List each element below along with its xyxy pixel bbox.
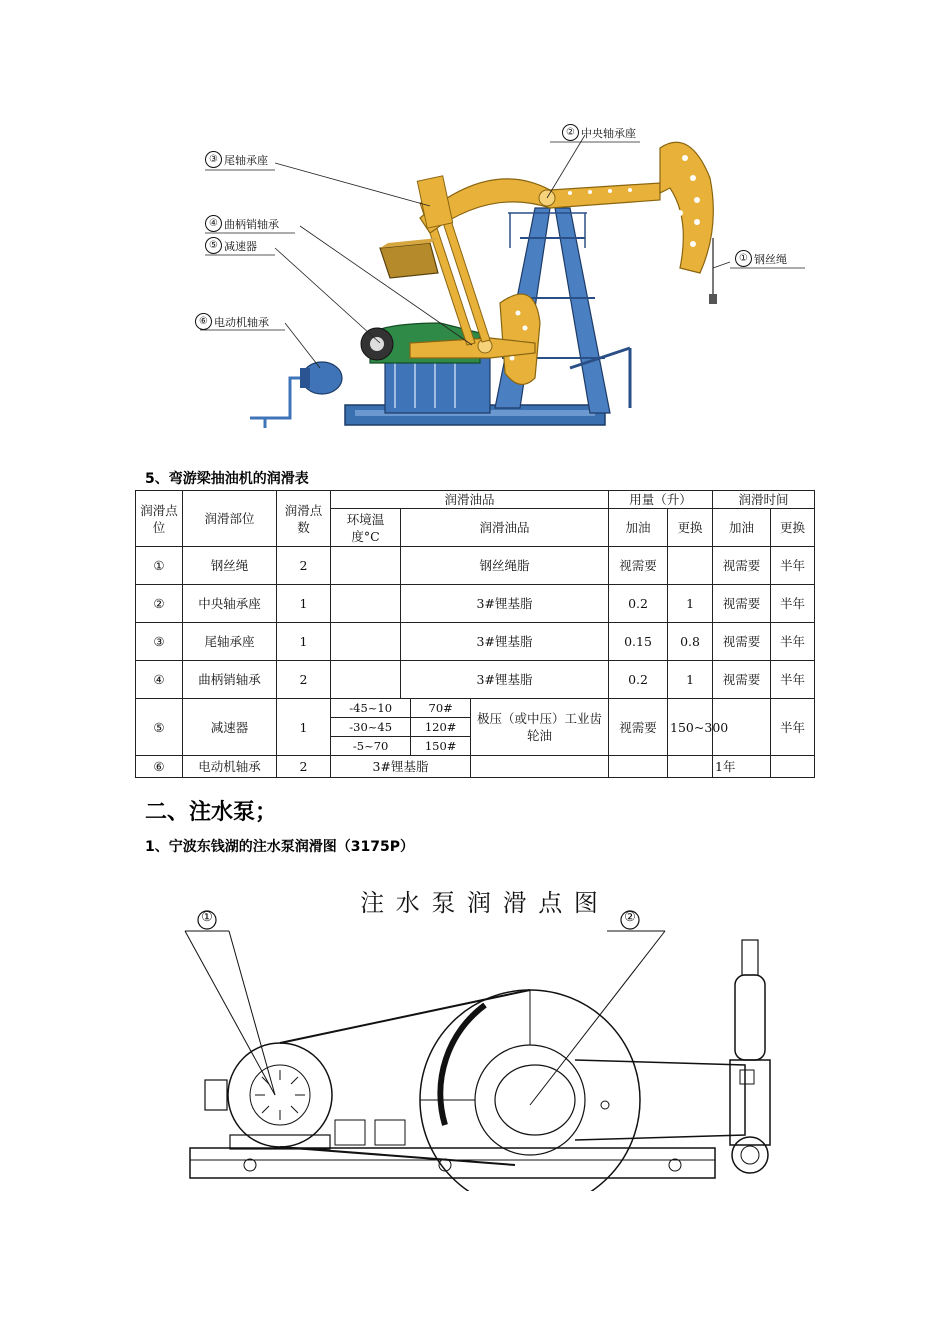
cell-count: 2 (277, 661, 331, 699)
header-env-temp: 环境温度°C (331, 509, 401, 547)
callout-label: 曲柄销轴承 (224, 217, 279, 231)
callout-crank-pin-bearing (205, 215, 279, 232)
callout-number: ⑥ (195, 313, 212, 330)
cell-part: 电动机轴承 (183, 756, 277, 778)
header-add: 加油 (609, 509, 668, 547)
cell-part: 钢丝绳 (183, 547, 277, 585)
cell-count: 1 (277, 585, 331, 623)
callout-number: ⑤ (205, 237, 222, 254)
cell-oil: 钢丝绳脂 (401, 547, 609, 585)
cell-change: 0.8 (668, 623, 713, 661)
pumpjack-figure (190, 118, 810, 440)
callout-label: 尾轴承座 (224, 153, 268, 167)
oil-grade: 120# (411, 718, 470, 737)
header-count: 润滑点数 (277, 491, 331, 547)
callout-center-bearing (562, 124, 636, 141)
temp-range: -45~10 (331, 699, 411, 718)
cell-part: 减速器 (183, 699, 277, 756)
callout-number: ① (735, 250, 752, 267)
cell-count: 2 (277, 756, 331, 778)
cell-add (609, 756, 668, 778)
cell-time-add: 1年 (713, 756, 771, 778)
cell-time-add: 视需要 (713, 623, 771, 661)
pump-callout-2: ② (624, 910, 636, 925)
cell-time-add: 视需要 (713, 661, 771, 699)
callout-tail-bearing (205, 151, 268, 168)
table-row (136, 661, 815, 699)
cell-oil: 3#锂基脂 (331, 756, 471, 778)
header-part: 润滑部位 (183, 491, 277, 547)
cell-change: 150~300 (668, 699, 713, 756)
section2-title: 二、注水泵； (145, 800, 278, 825)
cell-point: ③ (136, 623, 183, 661)
cell-add: 视需要 (609, 699, 668, 756)
cell-change: 1 (668, 661, 713, 699)
table-row (136, 547, 815, 585)
header-change: 更换 (668, 509, 713, 547)
cell-add: 0.2 (609, 661, 668, 699)
cell-add: 视需要 (609, 547, 668, 585)
cell-temp-grade (331, 699, 471, 756)
cell-empty (471, 756, 609, 778)
callout-number: ② (562, 124, 579, 141)
cell-change (668, 547, 713, 585)
cell-count: 2 (277, 547, 331, 585)
header-time-add: 加油 (713, 509, 771, 547)
cell-time-change: 半年 (771, 623, 815, 661)
callout-label: 钢丝绳 (754, 252, 787, 266)
temp-range: -5~70 (331, 737, 411, 756)
cell-oil: 3#锂基脂 (401, 623, 609, 661)
cell-change: 1 (668, 585, 713, 623)
table-row (136, 623, 815, 661)
callout-number: ④ (205, 215, 222, 232)
cell-oil: 极压（或中压）工业齿轮油 (471, 699, 609, 756)
cell-add: 0.15 (609, 623, 668, 661)
cell-env-temp (331, 547, 401, 585)
cell-time-change: 半年 (771, 547, 815, 585)
callout-wire-rope (735, 250, 787, 267)
header-oil-group: 润滑油品 (331, 491, 609, 509)
cell-oil: 3#锂基脂 (401, 585, 609, 623)
callout-label: 电动机轴承 (214, 315, 269, 329)
cell-time-change: 半年 (771, 699, 815, 756)
cell-count: 1 (277, 623, 331, 661)
cell-env-temp (331, 661, 401, 699)
cell-point: ⑤ (136, 699, 183, 756)
section2-1-title: 1、宁波东钱湖的注水泵润滑图（3175P） (145, 839, 414, 855)
header-oil: 润滑油品 (401, 509, 609, 547)
cell-time-change: 半年 (771, 661, 815, 699)
cell-point: ④ (136, 661, 183, 699)
callout-label: 中央轴承座 (581, 126, 636, 140)
lubrication-table (135, 490, 815, 778)
cell-point: ② (136, 585, 183, 623)
pump-callout-1: ① (201, 910, 213, 925)
cell-part: 尾轴承座 (183, 623, 277, 661)
cell-part: 中央轴承座 (183, 585, 277, 623)
oil-grade: 70# (411, 699, 470, 718)
cell-point: ⑥ (136, 756, 183, 778)
temp-range: -30~45 (331, 718, 411, 737)
cell-oil: 3#锂基脂 (401, 661, 609, 699)
header-time-group: 润滑时间 (713, 491, 815, 509)
callout-label: 减速器 (224, 239, 257, 253)
section5-title: 5、弯游梁抽油机的润滑表 (145, 471, 309, 487)
injection-pump-figure (145, 865, 815, 1191)
injection-pump-diagram (145, 865, 815, 1191)
cell-change (668, 756, 713, 778)
callout-motor-bearing (195, 313, 269, 330)
table-row (136, 699, 815, 756)
cell-count: 1 (277, 699, 331, 756)
cell-time-change (771, 756, 815, 778)
cell-add: 0.2 (609, 585, 668, 623)
cell-time-change: 半年 (771, 585, 815, 623)
figure2-title: 注 水 泵 润 滑 点 图 (360, 889, 600, 917)
cell-point: ① (136, 547, 183, 585)
header-point: 润滑点位 (136, 491, 183, 547)
cell-env-temp (331, 585, 401, 623)
table-row (136, 756, 815, 778)
oil-grade: 150# (424, 738, 457, 753)
cell-time-add: 视需要 (713, 547, 771, 585)
cell-time-add: 视需要 (713, 585, 771, 623)
cell-env-temp (331, 623, 401, 661)
pumpjack-diagram (190, 118, 810, 440)
header-time-change: 更换 (771, 509, 815, 547)
table-row (136, 585, 815, 623)
header-amount-group: 用量（升） (609, 491, 713, 509)
callout-reducer (205, 237, 257, 254)
cell-part: 曲柄销轴承 (183, 661, 277, 699)
callout-number: ③ (205, 151, 222, 168)
